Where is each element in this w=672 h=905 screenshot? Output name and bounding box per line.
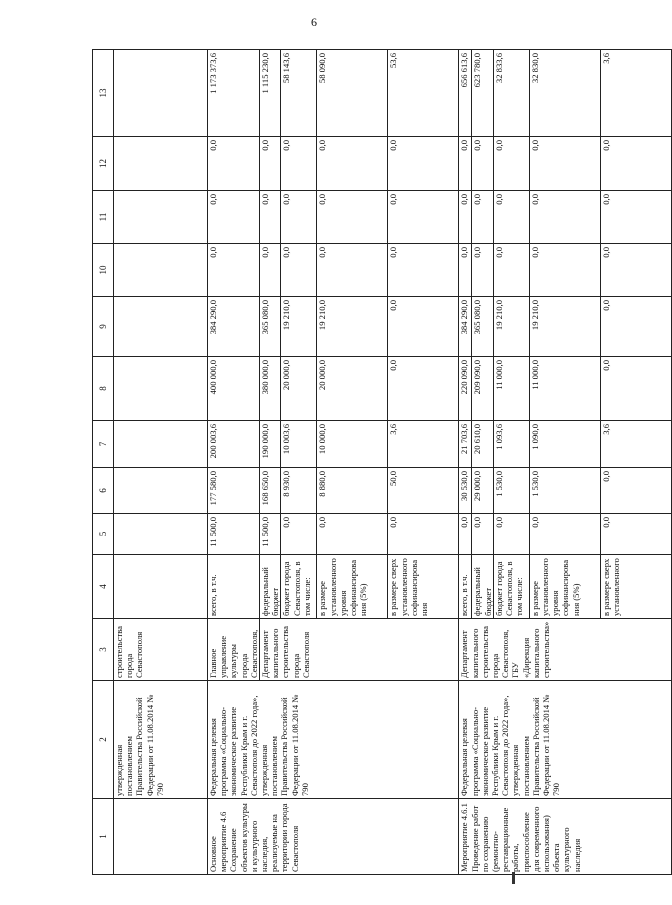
rotated-table-wrapper: [92, 50, 622, 875]
cell: 1 090,0: [529, 421, 600, 468]
cell: 19 210,0: [529, 297, 600, 357]
cell: 1 173 373,6: [208, 50, 260, 137]
cell: 32 833,6: [493, 50, 529, 137]
event-461-executor: Департамент капитального строительства города Севастополя, ГБУ «Дирекция капитального строительства»: [459, 619, 671, 681]
cell: 0,0: [600, 357, 671, 421]
cell: 0,0: [388, 137, 459, 191]
row-label: в размере установленного уровня софинансирования (5%): [529, 555, 600, 619]
cell: 0,0: [493, 191, 529, 244]
row-label: федеральный бюджет: [472, 555, 493, 619]
cell: 19 210,0: [317, 297, 388, 357]
col-header: 7: [93, 421, 114, 468]
cell: 0,0: [459, 191, 472, 244]
cell: 0,0: [529, 137, 600, 191]
row-label: всего, в т.ч.: [208, 555, 260, 619]
cell: 384 290,0: [208, 297, 260, 357]
event-46-executor-b: Департамент капитального строительства города Севастополя: [260, 619, 459, 681]
row-label: федеральный бюджет: [260, 555, 281, 619]
cell: 0,0: [317, 514, 388, 555]
row-label: бюджет города Севастополя, в том числе:: [281, 555, 317, 619]
cell: 0,0: [388, 514, 459, 555]
cell: 11 000,0: [529, 357, 600, 421]
cell: 53,6: [388, 50, 459, 137]
cell: 0,0: [388, 244, 459, 297]
row-label: в размере сверх установленного: [600, 555, 671, 619]
cell: 11 500,0: [208, 514, 260, 555]
cell: 0,0: [600, 514, 671, 555]
cont-program: утвержденная постановлением Правительства Российской Федерации от 11.08.2014 № 790: [114, 681, 208, 799]
cell: 0,0: [388, 297, 459, 357]
cell: 58 090,0: [317, 50, 388, 137]
cell: 32 830,0: [529, 50, 600, 137]
col-header: 8: [93, 357, 114, 421]
row-label: бюджет города Севастополя, в том числе:: [493, 555, 529, 619]
cell: 220 090,0: [459, 357, 472, 421]
cell: 0,0: [493, 244, 529, 297]
col-header: 6: [93, 468, 114, 514]
cell: 3,6: [388, 421, 459, 468]
cell: 0,0: [281, 244, 317, 297]
cell: 0,0: [600, 244, 671, 297]
cell: 8 930,0: [281, 468, 317, 514]
cell: 0,0: [388, 191, 459, 244]
cell: 380 000,0: [260, 357, 281, 421]
cell: 656 613,6: [459, 50, 472, 137]
col-header: 4: [93, 555, 114, 619]
cell: 0,0: [472, 191, 493, 244]
cell: 0,0: [317, 244, 388, 297]
cell: 190 000,0: [260, 421, 281, 468]
event-46-program: Федеральная целевая программа «Социально-экономическое развитие Республики Крым и г. Севастополя до 2022 года», утвержденная постановлением Правительства Российской Федерации от 11.08.2014 № 790: [208, 681, 459, 799]
cell: 0,0: [472, 137, 493, 191]
cell: 30 530,0: [459, 468, 472, 514]
cell: 365 080,0: [260, 297, 281, 357]
cell: 0,0: [459, 244, 472, 297]
budget-table: [92, 49, 672, 875]
cell: 19 210,0: [493, 297, 529, 357]
cell: 0,0: [260, 137, 281, 191]
page-number: 6: [311, 15, 317, 29]
col-header: 13: [93, 50, 114, 137]
continuation-row: [114, 50, 208, 875]
cell: 0,0: [260, 191, 281, 244]
event-461-name: Мероприятие 4.6.1 Проведение работ по сохранению (ремонтно-реставрационные работы, приспособление для современного использования) объекта культурного наследия: [459, 799, 671, 875]
cell: 1 115 230,0: [260, 50, 281, 137]
cont-col1: [114, 799, 208, 875]
cell: 0,0: [260, 244, 281, 297]
cell: 29 000,0: [472, 468, 493, 514]
cell: 21 703,6: [459, 421, 472, 468]
cell: 0,0: [600, 137, 671, 191]
event-46-name: Основное мероприятие 4.6 Сохранение объектов культуры и культурного наследия, реализуемые на территории города Севастополя: [208, 799, 459, 875]
cell: 0,0: [600, 191, 671, 244]
cell: 400 000,0: [208, 357, 260, 421]
cell: 10 003,6: [281, 421, 317, 468]
cell: 0,0: [281, 191, 317, 244]
cell: 19 210,0: [281, 297, 317, 357]
col-header: 5: [93, 514, 114, 555]
cell: 0,0: [317, 137, 388, 191]
cell: 623 780,0: [472, 50, 493, 137]
rotated-sheet: [92, 50, 622, 875]
col-header: 12: [93, 137, 114, 191]
col-header: 10: [93, 244, 114, 297]
header-row: [93, 50, 114, 875]
cell: 20 000,0: [317, 357, 388, 421]
cell: 0,0: [208, 244, 260, 297]
cell: 0,0: [317, 191, 388, 244]
cell: 0,0: [493, 137, 529, 191]
cell: 0,0: [208, 137, 260, 191]
col-header: 1: [93, 799, 114, 875]
col-header: 9: [93, 297, 114, 357]
cell: 11 500,0: [260, 514, 281, 555]
cell: 0,0: [493, 514, 529, 555]
cell: 1 530,0: [493, 468, 529, 514]
row-label: в размере сверх установленного софинансирования: [388, 555, 459, 619]
cell: 20 610,0: [472, 421, 493, 468]
cell: 0,0: [600, 297, 671, 357]
cell: 0,0: [281, 514, 317, 555]
cell: 3,6: [600, 50, 671, 137]
cell: 11 000,0: [493, 357, 529, 421]
cell: 0,0: [281, 137, 317, 191]
col-header: 2: [93, 681, 114, 799]
table-row: [208, 50, 260, 875]
cell: 1 093,6: [493, 421, 529, 468]
cell: 177 580,0: [208, 468, 260, 514]
cell: 20 000,0: [281, 357, 317, 421]
cell: 0,0: [472, 244, 493, 297]
event-461-program: Федеральная целевая программа «Социально-экономическое развитие Республики Крым и г. Севастополя до 2022 года», утвержденная постановлением Правительства Российской Федерации от 11.08.2014 № 790: [459, 681, 671, 799]
cell: 1 530,0: [529, 468, 600, 514]
cell: 50,0: [388, 468, 459, 514]
cont-executor: строительства города Севастополя: [114, 619, 208, 681]
cell: 3,6: [600, 421, 671, 468]
col-header: 11: [93, 191, 114, 244]
cell: 58 143,6: [281, 50, 317, 137]
cell: 365 080,0: [472, 297, 493, 357]
cell: 0,0: [529, 514, 600, 555]
row-label: всего, в т.ч.: [459, 555, 472, 619]
cell: 0,0: [529, 244, 600, 297]
cell: 200 003,6: [208, 421, 260, 468]
cell: 0,0: [600, 468, 671, 514]
cell: 0,0: [459, 514, 472, 555]
col-header: 3: [93, 619, 114, 681]
cell: 168 650,0: [260, 468, 281, 514]
cell: 0,0: [208, 191, 260, 244]
row-label: в размере установленного уровня софинансирования (5%): [317, 555, 388, 619]
cell: 0,0: [472, 514, 493, 555]
cell: 8 880,0: [317, 468, 388, 514]
cell: 0,0: [388, 357, 459, 421]
cell: 10 000,0: [317, 421, 388, 468]
cell: 384 290,0: [459, 297, 472, 357]
table-row: [459, 50, 472, 875]
cell: 0,0: [459, 137, 472, 191]
scan-mark: [512, 872, 515, 884]
event-46-executor-a: Главное управление культуры города Севастополя,: [208, 619, 260, 681]
cell: 209 090,0: [472, 357, 493, 421]
cell: 0,0: [529, 191, 600, 244]
